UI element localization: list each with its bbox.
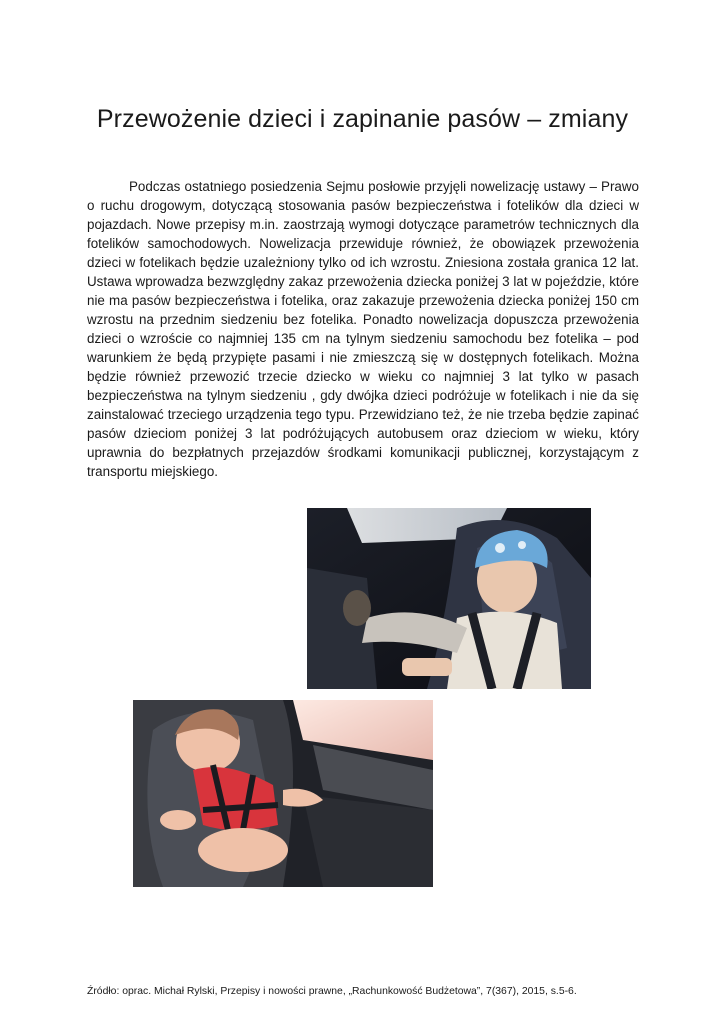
sleeping-child-car-seat-photo [133, 700, 433, 887]
baby-car-seat-illustration [307, 508, 591, 689]
article-paragraph: Podczas ostatniego posiedzenia Sejmu posłowie przyjęli nowelizację ustawy – Prawo o ruchu drogowym, dotyczącą stosowania pasów bezpieczeństwa i fotelików dla dzieci w pojazdach. Nowe przepisy m.in. zaostrzają wymogi dotyczące parametrów technicznych dla fotelików samochodowych. Nowelizacja przewiduje również, że obowiązek przewożenia dzieci w fotelikach będzie uzależniony tylko od ich wzrostu. Zniesiona została granica 12 lat. Ustawa wprowadza bezwzględny zakaz przewożenia dziecka poniżej 3 lat w pojeździe, które nie ma pasów bezpieczeństwa i fotelika, oraz zakazuje przewożenia dziecka poniżej 150 cm wzrostu na przednim siedzeniu bez fotelika. Ponadto nowelizacja dopuszcza przewożenia dzieci o wzroście co najmniej 135 cm na tylnym siedzeniu samochodu bez fotelika – pod warunkiem że będą przypięte pasami i nie zmieszczą się w dostępnych fotelikach. Można będzie również przewozić trzecie dziecko w wieku co najmniej 3 lat tylko w pasach bezpieczeństwa na tylnym siedzeniu , gdy dwójka dzieci podróżuje w fotelikach i nie da się zainstalować trzeciego urządzenia tego typu. Przewidziano też, że nie trzeba będzie zapinać pasów dzieciom poniżej 3 lat podróżujących autobusem oraz dzieciom w wieku, który uprawnia do bezpłatnych przejazdów środkami komunikacji publicznej, korzystającym z transportu miejskiego. [87, 179, 639, 479]
baby-car-seat-photo [307, 508, 591, 689]
page-title: Przewożenie dzieci i zapinanie pasów – zmiany [96, 104, 629, 133]
source-footnote: Źródło: oprac. Michał Rylski, Przepisy i nowości prawne, „Rachunkowość Budżetowa”, 7(367), 2015, s.5-6. [87, 986, 577, 997]
sleeping-child-illustration [133, 700, 433, 887]
